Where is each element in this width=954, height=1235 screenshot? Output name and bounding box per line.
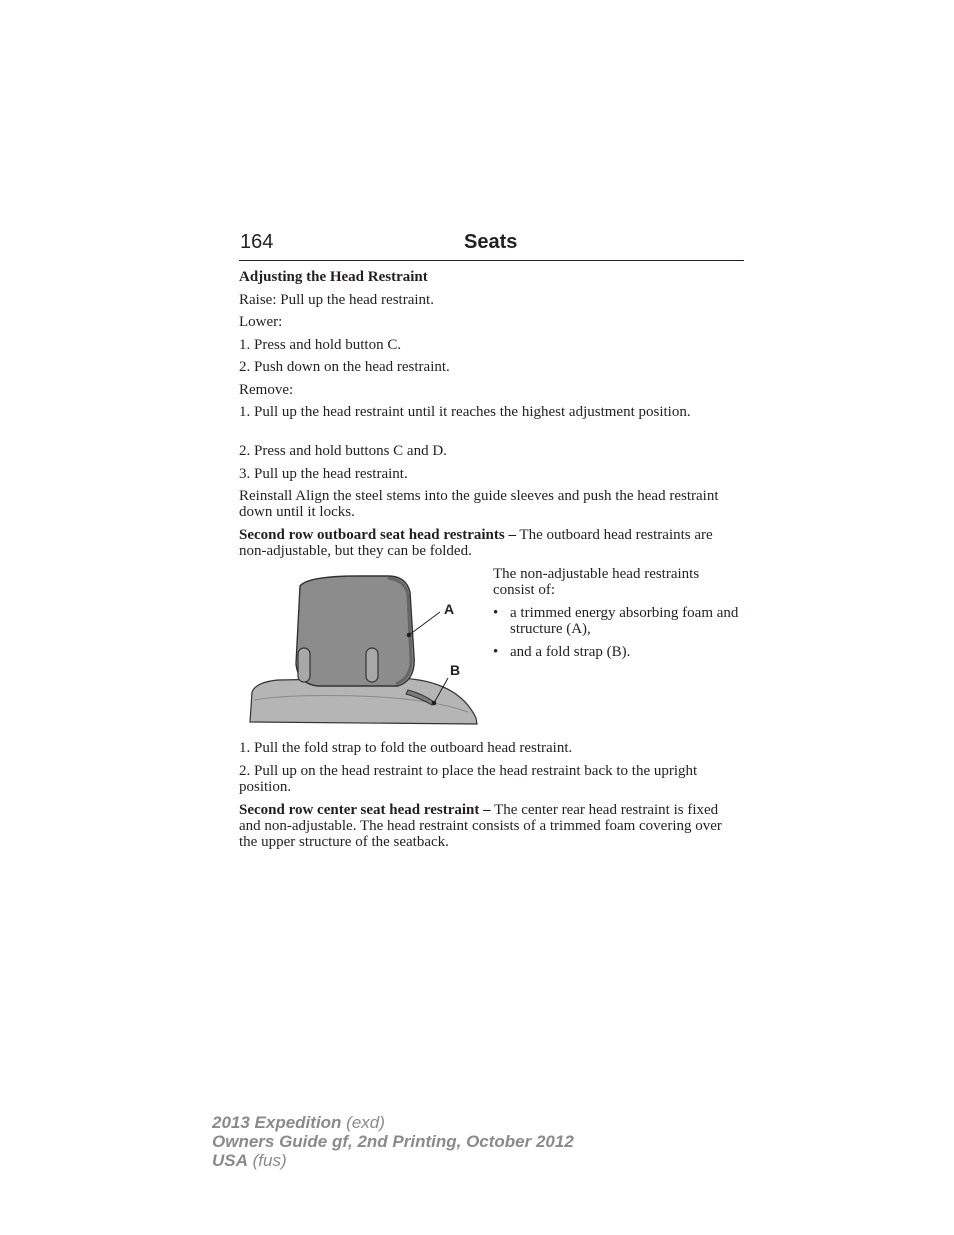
footer-market-code: (fus) (247, 1151, 287, 1170)
footer-line-2: Owners Guide gf, 2nd Printing, October 2012 (212, 1132, 574, 1151)
page-header (239, 228, 744, 261)
footer-model: 2013 Expedition (212, 1113, 342, 1132)
footer-line-1 (212, 1113, 574, 1132)
remove-label: Remove: (239, 382, 294, 398)
fold-step-2: 2. Pull up on the head restraint to place the head restraint back to the upright position. (239, 763, 698, 795)
bullet-text: a trimmed energy absorbing foam and structure (A), (510, 605, 739, 637)
bullet-icon: • (493, 644, 499, 660)
adjust-heading: Adjusting the Head Restraint (239, 269, 428, 285)
bullet-icon: • (493, 605, 499, 621)
bullet-text: and a fold strap (B). (510, 644, 631, 660)
lower-label: Lower: (239, 314, 283, 330)
center-text: The center rear head restraint is fixed and non-adjustable. The head restraint consists of a trimmed foam covering over the upper structure of the seatback. (239, 802, 722, 850)
page-footer (212, 1113, 574, 1170)
remove-step-1: 1. Pull up the head restraint until it reaches the highest adjustment position. (239, 404, 691, 420)
footer-market: USA (212, 1151, 248, 1170)
callout-label-a: A (444, 601, 455, 617)
outboard-text: The outboard head restraints are non-adjustable, but they can be folded. (239, 527, 713, 559)
raise-instruction: Raise: Pull up the head restraint. (239, 292, 434, 308)
lower-step-2: 2. Push down on the head restraint. (239, 359, 450, 375)
head-restraint-illustration (248, 572, 480, 726)
head-restraint-drawing (248, 572, 480, 726)
remove-step-3: 3. Pull up the head restraint. (239, 466, 408, 482)
center-heading: Second row center seat head restraint – (239, 802, 491, 818)
outboard-paragraph (239, 527, 734, 559)
section-title: Seats (464, 231, 518, 253)
lower-step-1: 1. Press and hold button C. (239, 337, 402, 353)
page-number: 164 (240, 231, 274, 253)
reinstall-instruction: Reinstall Align the steel stems into the guide sleeves and push the head restraint down until it locks. (239, 488, 719, 520)
footer-line-3 (212, 1151, 574, 1170)
callout-label-b: B (450, 662, 461, 678)
nonadjustable-intro: The non-adjustable head restraints consist of: (493, 566, 700, 598)
outboard-heading: Second row outboard seat head restraints – (239, 527, 516, 543)
footer-model-code: (exd) (341, 1113, 385, 1132)
remove-step-2: 2. Press and hold buttons C and D. (239, 443, 447, 459)
center-paragraph (239, 802, 734, 850)
fold-step-1: 1. Pull the fold strap to fold the outboard head restraint. (239, 740, 573, 756)
